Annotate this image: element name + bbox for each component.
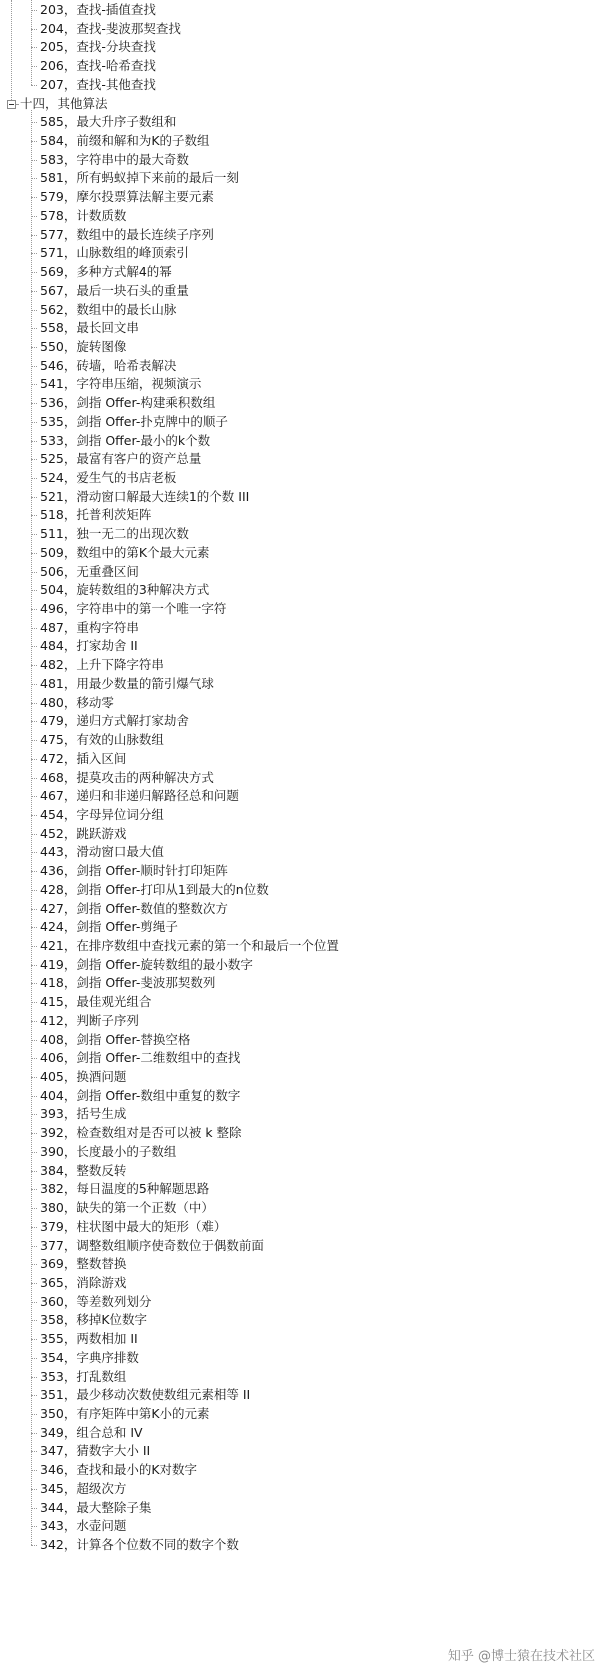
leaf-label: 518，托普利茨矩阵 <box>40 507 152 523</box>
tree-leaf-node[interactable] <box>40 431 210 451</box>
tree-leaf-node[interactable] <box>40 1254 126 1274</box>
tree-leaf-node[interactable] <box>40 861 228 881</box>
leaf-label: 353，打乱数组 <box>40 1368 127 1384</box>
tree-leaf-node[interactable] <box>40 131 210 151</box>
tree-leaf-node[interactable] <box>40 992 151 1012</box>
collapse-toggle-icon[interactable] <box>7 100 16 109</box>
leaf-label: 382，每日温度的5种解题思路 <box>40 1181 210 1197</box>
leaf-label: 541，字符串压缩，视频演示 <box>40 376 202 392</box>
tree-leaf-node[interactable] <box>40 1404 210 1424</box>
tree-leaf-node[interactable] <box>40 655 164 675</box>
leaf-label: 484，打家劫舍 II <box>40 638 138 654</box>
leaf-label: 443，滑动窗口最大值 <box>40 844 164 860</box>
tree-leaf-node[interactable] <box>40 412 228 432</box>
leaf-label: 567，最后一块石头的重量 <box>40 282 189 298</box>
tree-leaf-node[interactable] <box>40 955 253 975</box>
branch-label: 十四，其他算法 <box>20 95 108 111</box>
tree-leaf-node[interactable] <box>40 468 176 488</box>
leaf-label: 487，重构字符串 <box>40 619 139 635</box>
leaf-label: 406，剑指 Offer-二维数组中的查找 <box>40 1050 241 1066</box>
leaf-label: 419，剑指 Offer-旋转数组的最小数字 <box>40 956 253 972</box>
leaf-label: 390，长度最小的子数组 <box>40 1143 177 1159</box>
leaf-label: 525，最富有客户的资产总量 <box>40 451 202 467</box>
leaf-label: 584，前缀和解和为K的子数组 <box>40 133 210 149</box>
tree-leaf-node[interactable] <box>40 374 201 394</box>
leaf-label: 579，摩尔投票算法解主要元素 <box>40 189 214 205</box>
tree-leaf-node[interactable] <box>40 0 156 20</box>
tree-leaf-node[interactable] <box>40 1030 190 1050</box>
leaf-label: 204，查找-斐波那契查找 <box>40 20 181 36</box>
leaf-label: 428，剑指 Offer-打印从1到最大的n位数 <box>40 881 269 897</box>
tree-guide-line <box>31 110 32 1545</box>
tree-leaf-node[interactable] <box>40 1217 226 1237</box>
tree-leaf-node[interactable] <box>40 37 156 57</box>
leaf-label: 481，用最少数量的箭引爆气球 <box>40 675 214 691</box>
leaf-label: 496，字符串中的第一个唯一字符 <box>40 601 227 617</box>
tree-leaf-node[interactable] <box>40 936 339 956</box>
leaf-label: 344，最大整除子集 <box>40 1499 152 1515</box>
tree-leaf-node[interactable] <box>40 1161 126 1181</box>
leaf-label: 415，最佳观光组合 <box>40 994 152 1010</box>
leaf-label: 206，查找-哈希查找 <box>40 58 156 74</box>
tree-leaf-node[interactable] <box>40 899 228 919</box>
tree-leaf-node[interactable] <box>40 1385 250 1405</box>
tree-guide-line <box>31 0 32 85</box>
tree-leaf-node[interactable] <box>40 580 209 600</box>
leaf-label: 343，水壶问题 <box>40 1518 127 1534</box>
tree-guide-line <box>11 0 12 104</box>
leaf-label: 511，独一无二的出现次数 <box>40 526 189 542</box>
tree-leaf-node[interactable] <box>40 1441 150 1461</box>
tree-leaf-node[interactable] <box>40 880 269 900</box>
leaf-label: 585，最大升序子数组和 <box>40 114 177 130</box>
leaf-label: 581，所有蚂蚁掉下来前的最后一刻 <box>40 170 239 186</box>
leaf-label: 349，组合总和 IV <box>40 1424 143 1440</box>
leaf-label: 454，字母异位词分组 <box>40 806 164 822</box>
tree-leaf-node[interactable] <box>40 168 239 188</box>
tree-leaf-node[interactable] <box>40 337 126 357</box>
leaf-label: 482，上升下降字符串 <box>40 657 164 673</box>
leaf-label: 347，猜数字大小 II <box>40 1443 151 1459</box>
leaf-label: 384，整数反转 <box>40 1162 127 1178</box>
leaf-label: 342，计算各个位数不同的数字个数 <box>40 1537 239 1553</box>
tree-leaf-node[interactable] <box>40 749 126 769</box>
leaf-label: 346，查找和最小的K对数字 <box>40 1462 198 1478</box>
leaf-label: 558，最长回文串 <box>40 320 139 336</box>
tree-leaf-node[interactable] <box>40 674 214 694</box>
tree-leaf-node[interactable] <box>40 1142 176 1162</box>
tree-leaf-node[interactable] <box>40 393 215 413</box>
tree-leaf-node[interactable] <box>40 112 176 132</box>
tree-leaf-node[interactable] <box>40 1123 242 1143</box>
tree-leaf-node[interactable] <box>40 730 164 750</box>
tree-leaf-node[interactable] <box>40 206 126 226</box>
leaf-label: 380，缺失的第一个正数（中） <box>40 1200 214 1216</box>
leaf-label: 412，判断子序列 <box>40 1012 139 1028</box>
tree-leaf-node[interactable] <box>40 1329 138 1349</box>
tree-leaf-node[interactable] <box>40 1535 239 1555</box>
tree-leaf-node[interactable] <box>40 842 164 862</box>
tree-leaf-node[interactable] <box>40 150 189 170</box>
tree-connector <box>31 1545 37 1546</box>
leaf-label: 207，查找-其他查找 <box>40 76 156 92</box>
leaf-label: 354，字典序排数 <box>40 1349 139 1365</box>
tree-leaf-node[interactable] <box>40 1367 126 1387</box>
tree-leaf-node[interactable] <box>40 1236 264 1256</box>
tree-leaf-node[interactable] <box>40 1048 240 1068</box>
leaf-label: 436，剑指 Offer-顺时针打印矩阵 <box>40 863 228 879</box>
leaf-label: 577，数组中的最长连续子序列 <box>40 226 214 242</box>
leaf-label: 365，消除游戏 <box>40 1274 127 1290</box>
tree-leaf-node[interactable] <box>40 19 181 39</box>
tree-leaf-node[interactable] <box>40 1011 139 1031</box>
leaf-label: 379，柱状图中最大的矩形（难） <box>40 1218 227 1234</box>
tree-leaf-node[interactable] <box>40 356 176 376</box>
tree-leaf-node[interactable] <box>40 1104 126 1124</box>
tree-leaf-node[interactable] <box>40 973 215 993</box>
tree-leaf-node[interactable] <box>40 1460 197 1480</box>
leaf-label: 358，移掉K位数字 <box>40 1312 148 1328</box>
leaf-label: 424，剑指 Offer-剪绳子 <box>40 919 178 935</box>
leaf-label: 479，递归方式解打家劫舍 <box>40 713 189 729</box>
tree-leaf-node[interactable] <box>40 1479 126 1499</box>
leaf-label: 360，等差数列划分 <box>40 1293 152 1309</box>
tree-leaf-node[interactable] <box>40 1179 209 1199</box>
tree-leaf-node[interactable] <box>40 768 214 788</box>
leaf-label: 569，多种方式解4的幂 <box>40 264 172 280</box>
leaf-label: 203，查找-插值查找 <box>40 2 156 17</box>
leaf-label: 392，检查数组对是否可以被 k 整除 <box>40 1125 242 1141</box>
leaf-label: 205，查找-分块查找 <box>40 39 156 55</box>
leaf-label: 535，剑指 Offer-扑克牌中的顺子 <box>40 413 228 429</box>
leaf-label: 509，数组中的第K个最大元素 <box>40 544 210 560</box>
leaf-label: 350，有序矩阵中第K小的元素 <box>40 1406 210 1421</box>
tree-leaf-node[interactable] <box>40 281 189 301</box>
leaf-label: 578，计数质数 <box>40 207 127 223</box>
leaf-label: 351，最少移动次数使数组元素相等 II <box>40 1387 251 1403</box>
leaf-label: 480，移动零 <box>40 694 114 710</box>
leaf-label: 533，剑指 Offer-最小的k个数 <box>40 432 211 448</box>
tree-connector <box>31 85 37 86</box>
leaf-label: 369，整数替换 <box>40 1256 127 1272</box>
leaf-label: 404，剑指 Offer-数组中重复的数字 <box>40 1087 241 1103</box>
tree-leaf-node[interactable] <box>40 300 176 320</box>
leaf-label: 550，旋转图像 <box>40 338 127 354</box>
tree-leaf-node[interactable] <box>40 1348 139 1368</box>
tree-leaf-node[interactable] <box>40 599 226 619</box>
leaf-label: 524，爱生气的书店老板 <box>40 470 177 485</box>
tree-leaf-node[interactable] <box>40 1310 147 1330</box>
tree-leaf-node[interactable] <box>40 505 151 525</box>
tree-leaf-node[interactable] <box>40 75 156 95</box>
tree-leaf-node[interactable] <box>40 1516 126 1536</box>
tree-leaf-node[interactable] <box>40 262 172 282</box>
leaf-label: 571，山脉数组的峰顶索引 <box>40 245 189 261</box>
tree-leaf-node[interactable] <box>40 1423 143 1443</box>
tree-leaf-node[interactable] <box>40 56 156 76</box>
leaf-label: 583，字符串中的最大奇数 <box>40 151 189 167</box>
tree-leaf-node[interactable] <box>40 243 189 263</box>
tree-leaf-node[interactable] <box>40 487 249 507</box>
leaf-label: 521，滑动窗口解最大连续1的个数 III <box>40 488 250 504</box>
leaf-label: 472，插入区间 <box>40 750 127 766</box>
tree-leaf-node[interactable] <box>40 805 164 825</box>
tree-leaf-node[interactable] <box>40 636 138 656</box>
leaf-label: 377，调整数组顺序使奇数位于偶数前面 <box>40 1237 264 1253</box>
leaf-label: 506，无重叠区间 <box>40 563 139 579</box>
leaf-label: 504，旋转数组的3种解决方式 <box>40 582 210 598</box>
leaf-label: 355，两数相加 II <box>40 1331 138 1347</box>
tree-leaf-node[interactable] <box>40 1498 151 1518</box>
tree-leaf-node[interactable] <box>40 824 126 844</box>
tree-leaf-node[interactable] <box>40 1086 240 1106</box>
tree-leaf-node[interactable] <box>40 711 189 731</box>
tree-leaf-node[interactable] <box>40 318 139 338</box>
tree-leaf-node[interactable] <box>40 543 210 563</box>
tree-connector <box>16 104 18 105</box>
leaf-label: 452，跳跃游戏 <box>40 825 127 841</box>
tree-leaf-node[interactable] <box>40 786 239 806</box>
leaf-label: 393，括号生成 <box>40 1106 127 1122</box>
tree-leaf-node[interactable] <box>40 562 139 582</box>
leaf-label: 345，超级次方 <box>40 1480 127 1496</box>
tree-leaf-node[interactable] <box>40 917 178 937</box>
leaf-label: 468，提莫攻击的两种解决方式 <box>40 769 214 785</box>
leaf-label: 536，剑指 Offer-构建乘积数组 <box>40 395 216 411</box>
tree-leaf-node[interactable] <box>40 524 189 544</box>
leaf-label: 475，有效的山脉数组 <box>40 732 164 748</box>
tree-branch-node[interactable] <box>20 94 108 114</box>
tree-leaf-node[interactable] <box>40 1198 214 1218</box>
tree-leaf-node[interactable] <box>40 449 201 469</box>
leaf-label: 418，剑指 Offer-斐波那契数列 <box>40 975 216 991</box>
leaf-label: 427，剑指 Offer-数值的整数次方 <box>40 900 228 916</box>
tree-leaf-node[interactable] <box>40 225 214 245</box>
leaf-label: 408，剑指 Offer-替换空格 <box>40 1031 191 1047</box>
tree-leaf-node[interactable] <box>40 618 139 638</box>
tree-leaf-node[interactable] <box>40 693 114 713</box>
leaf-label: 421，在排序数组中查找元素的第一个和最后一个位置 <box>40 938 339 953</box>
tree-leaf-node[interactable] <box>40 1067 126 1087</box>
watermark-text: 知乎 @博士猿在技术社区 <box>447 1649 595 1664</box>
tree-leaf-node[interactable] <box>40 1273 126 1293</box>
leaf-label: 562，数组中的最长山脉 <box>40 301 177 317</box>
tree-leaf-node[interactable] <box>40 1292 151 1312</box>
tree-leaf-node[interactable] <box>40 187 214 207</box>
leaf-label: 405，换酒问题 <box>40 1069 127 1085</box>
leaf-label: 467，递归和非递归解路径总和问题 <box>40 788 239 804</box>
leaf-label: 546，砖墙，哈希表解决 <box>40 357 177 373</box>
